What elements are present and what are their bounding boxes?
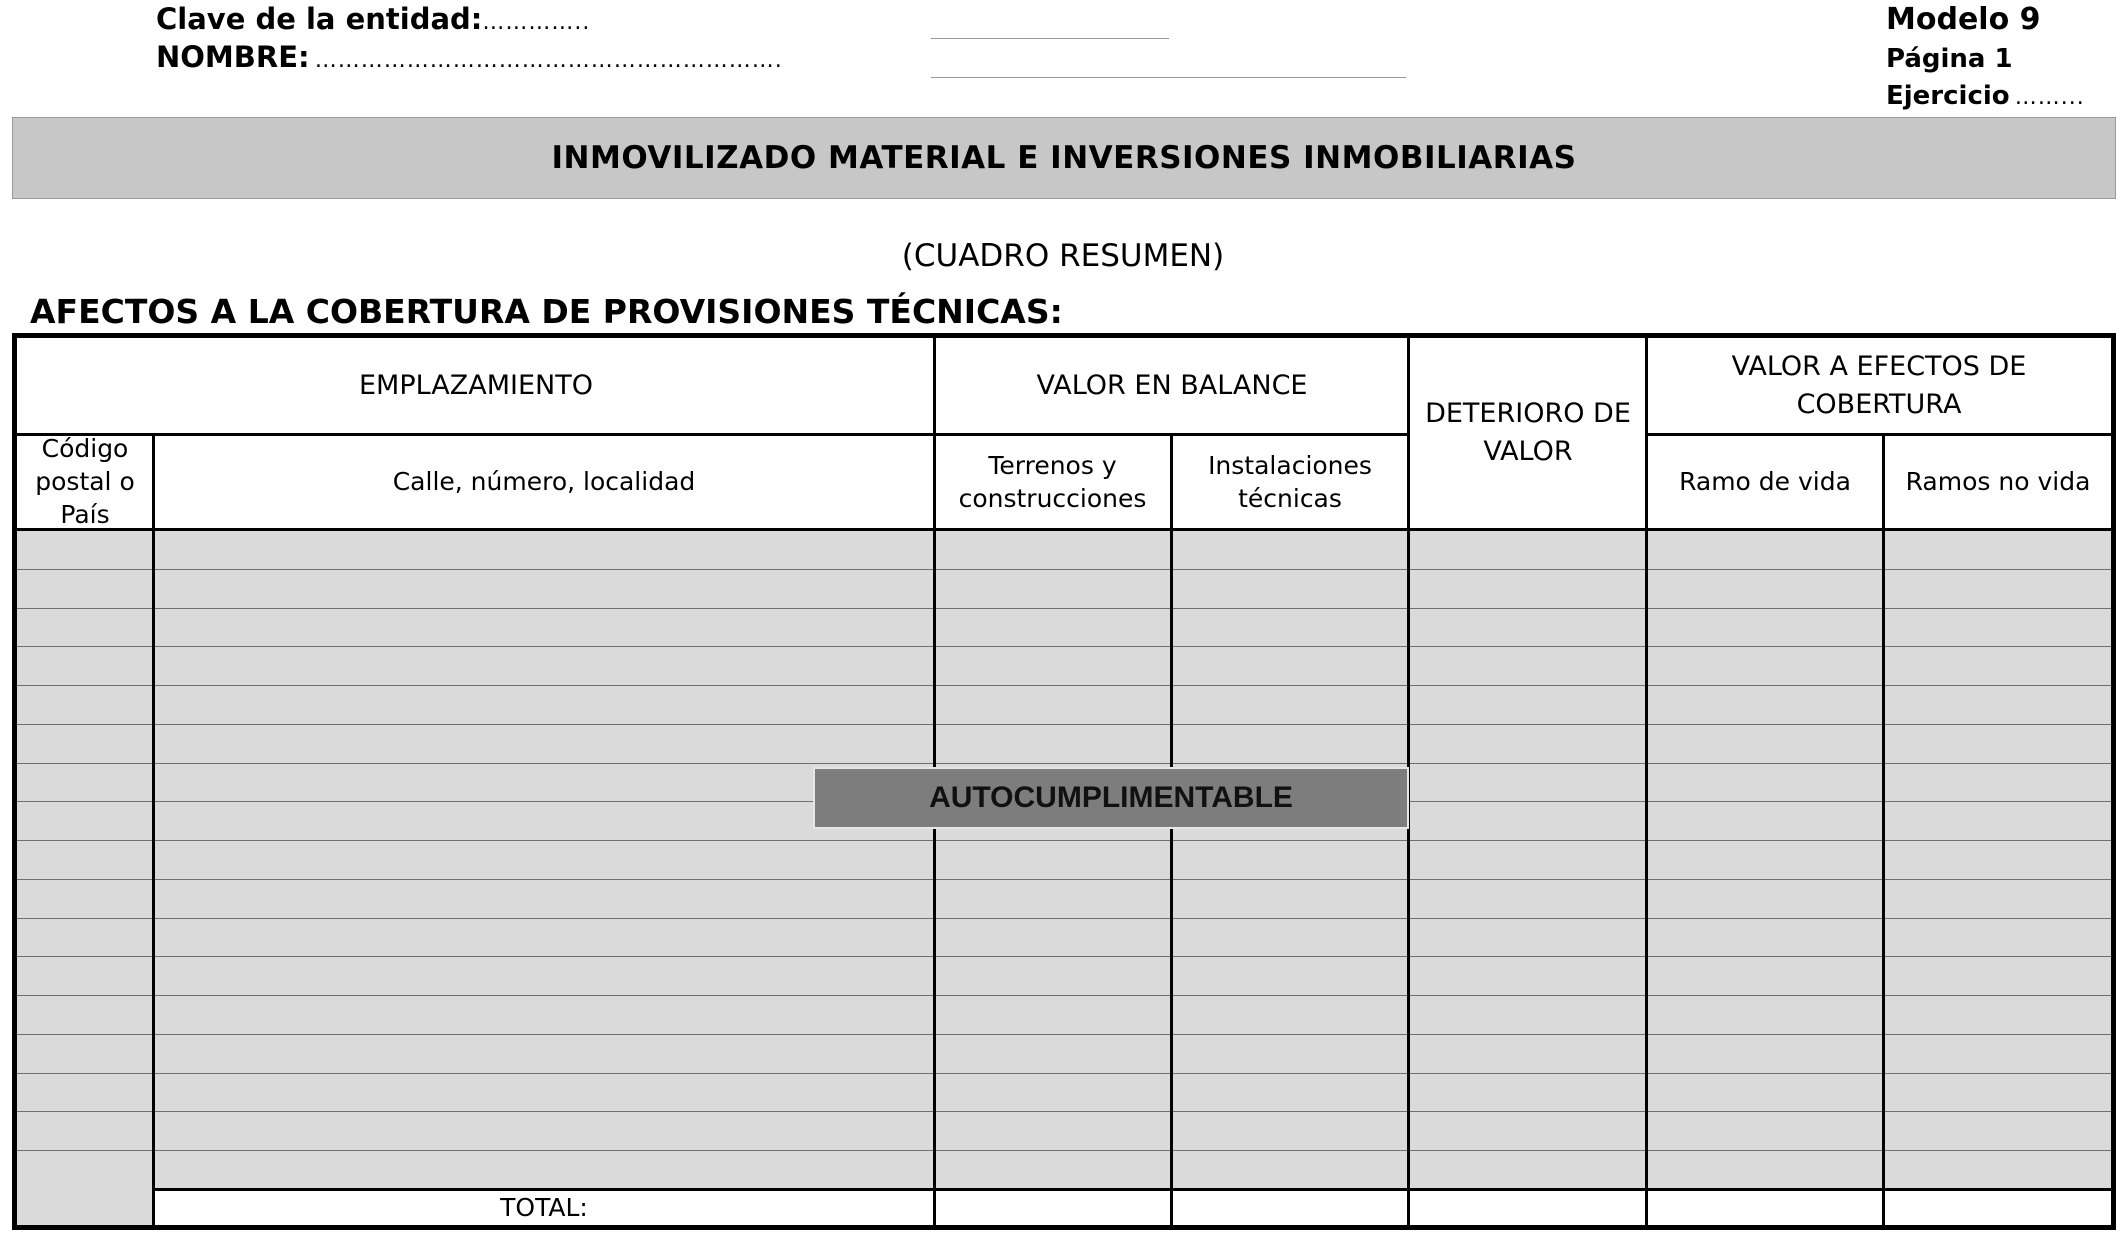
- header-emplazamiento: EMPLAZAMIENTO: [359, 369, 593, 401]
- row-divider: [17, 1034, 2111, 1035]
- exercise-line: [1886, 81, 2085, 111]
- name-line: [156, 40, 783, 74]
- page-label: Página 1: [1886, 44, 2013, 74]
- model-label: Modelo 9: [1886, 2, 2041, 37]
- header-valor-cobertura: VALOR A EFECTOS DE COBERTURA: [1731, 350, 2027, 420]
- row-divider: [17, 569, 2111, 570]
- row-divider: [17, 1111, 2111, 1112]
- section-title: AFECTOS A LA COBERTURA DE PROVISIONES TÉCNICAS:: [30, 292, 1063, 331]
- row-divider: [17, 1073, 2111, 1074]
- col-terrenos: Terrenos y construcciones: [958, 450, 1147, 513]
- form-title-band: [12, 117, 2116, 199]
- row-divider: [17, 995, 2111, 996]
- header-deterioro: DETERIORO DE VALOR: [1425, 398, 1631, 467]
- exercise-label: Ejercicio: [1886, 81, 2010, 111]
- row-divider: [17, 918, 2111, 919]
- row-divider: [17, 646, 2111, 647]
- total-label: TOTAL:: [500, 1193, 588, 1222]
- entity-key-line: [156, 2, 590, 36]
- col-ramos-no-vida: Ramos no vida: [1905, 467, 2091, 496]
- underline-long: [931, 77, 1406, 78]
- col-ramo-vida: Ramo de vida: [1679, 467, 1851, 496]
- autofill-button[interactable]: AUTOCUMPLIMENTABLE: [813, 767, 1409, 829]
- exercise-field[interactable]: ……...: [2014, 85, 2085, 110]
- header-valor-balance: VALOR EN BALANCE: [1036, 369, 1308, 401]
- row-divider: [17, 1150, 2111, 1151]
- col-codigo-postal: Código postal o País: [35, 434, 135, 529]
- data-area: [17, 530, 2111, 1225]
- name-label: NOMBRE:: [156, 40, 310, 74]
- row-divider: [17, 840, 2111, 841]
- col-instalaciones: Instalaciones técnicas: [1208, 450, 1372, 513]
- name-field[interactable]: …………………………………………………….: [314, 48, 783, 73]
- row-divider: [17, 685, 2111, 686]
- col-calle: Calle, número, localidad: [392, 467, 696, 496]
- underline-short: [931, 38, 1169, 39]
- form-title: INMOVILIZADO MATERIAL E INVERSIONES INMOBILIARIAS: [551, 140, 1577, 176]
- row-divider: [17, 763, 2111, 764]
- subtitle: (CUADRO RESUMEN): [901, 238, 1225, 274]
- row-divider: [17, 879, 2111, 880]
- row-divider: [17, 724, 2111, 725]
- entity-key-label: Clave de la entidad:: [156, 2, 483, 36]
- entity-key-field[interactable]: …………..: [482, 10, 591, 35]
- row-divider: [17, 956, 2111, 957]
- row-divider: [17, 608, 2111, 609]
